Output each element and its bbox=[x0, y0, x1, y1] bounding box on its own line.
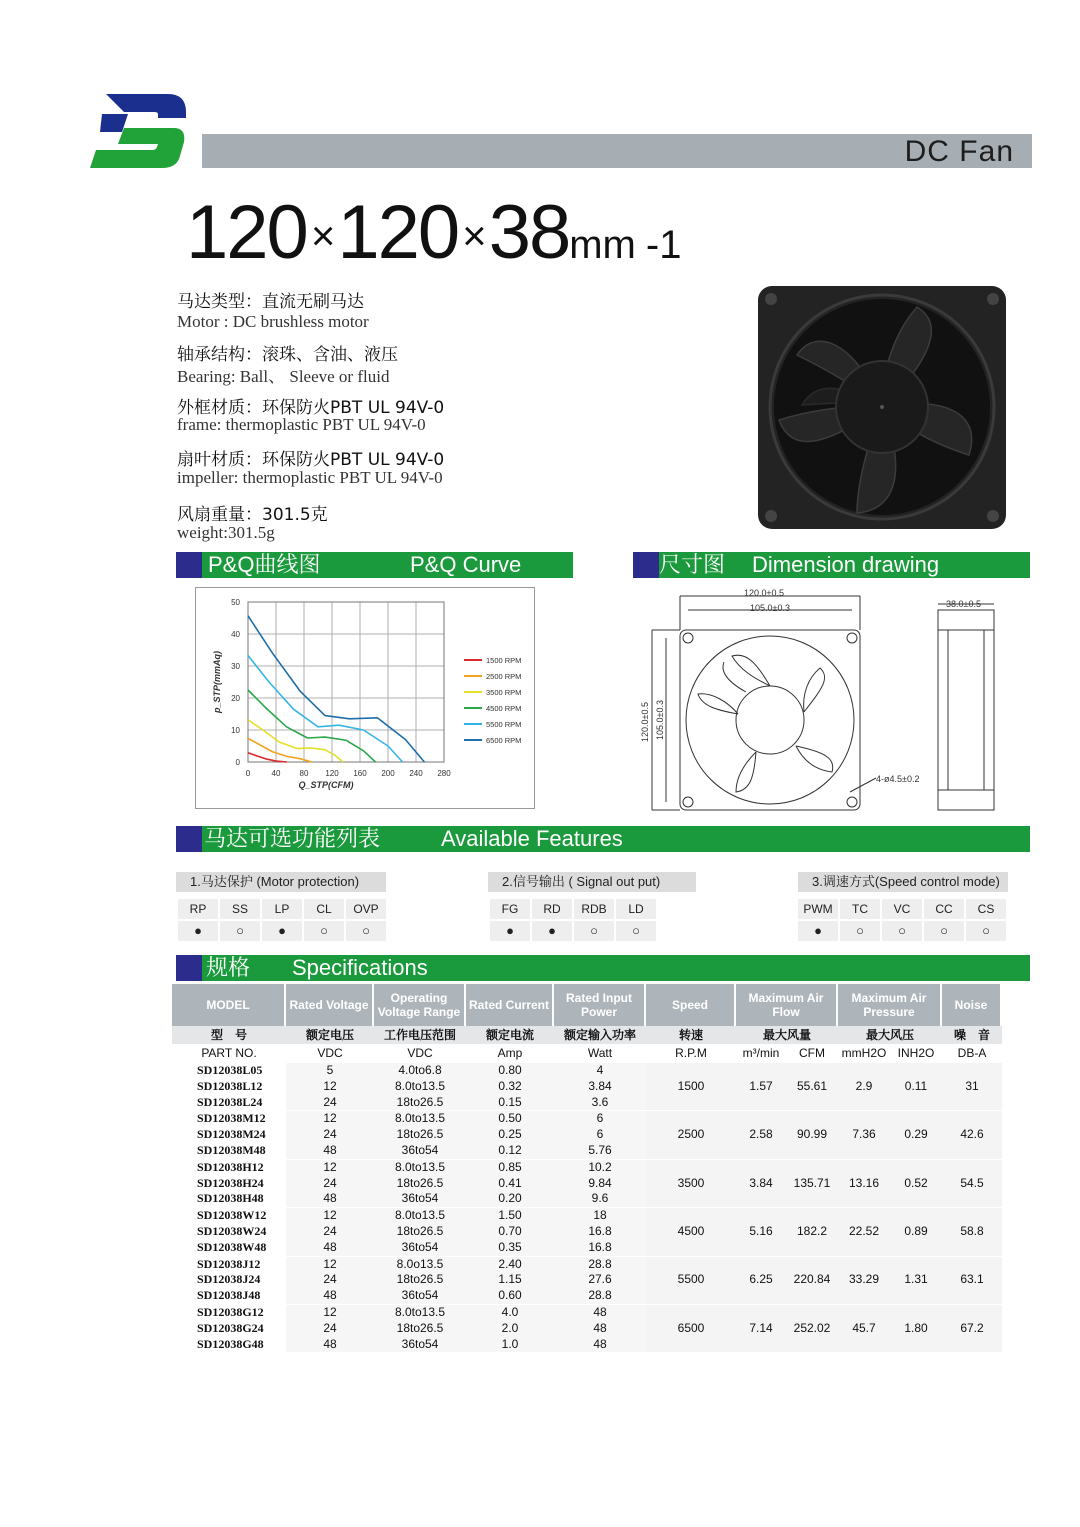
table-row bbox=[172, 1062, 1002, 1079]
feature-label: LD bbox=[616, 899, 656, 919]
legend-label: 4500 RPM bbox=[486, 704, 522, 713]
feature-label: CL bbox=[304, 899, 344, 919]
pq-curve-header bbox=[176, 552, 573, 578]
title-width: 120 bbox=[186, 190, 307, 275]
y-tick-label: 10 bbox=[231, 726, 240, 735]
table-cell: 0.60 bbox=[466, 1288, 554, 1304]
x-tick-label: 240 bbox=[409, 769, 423, 778]
table-cell: 18to26.5 bbox=[374, 1127, 466, 1143]
y-tick-label: 40 bbox=[231, 630, 240, 639]
table-cell: 6 bbox=[554, 1110, 646, 1127]
cn-header: 工作电压范围 bbox=[374, 1026, 466, 1044]
group-cell: 45.7 bbox=[838, 1304, 890, 1352]
table-cell: 24 bbox=[286, 1095, 374, 1111]
group-cell: 13.16 bbox=[838, 1159, 890, 1207]
feature-label: SS bbox=[220, 899, 260, 919]
feature-label: RDB bbox=[574, 899, 614, 919]
table-cell: 0.70 bbox=[466, 1224, 554, 1240]
feature-group-title: 2.信号输出 ( Signal out put) bbox=[488, 872, 696, 892]
x-tick-label: 80 bbox=[299, 769, 309, 778]
x-tick-label: 120 bbox=[325, 769, 339, 778]
group-cell: 6.25 bbox=[736, 1256, 786, 1304]
model-cell: SD12038G48 bbox=[172, 1337, 286, 1353]
table-cell: 18to26.5 bbox=[374, 1272, 466, 1288]
column-header: MODEL bbox=[172, 984, 286, 1026]
group-cell: 0.52 bbox=[890, 1159, 942, 1207]
table-cell: 24 bbox=[286, 1127, 374, 1143]
column-header: Noise bbox=[942, 984, 1002, 1026]
group-cell: 2.58 bbox=[736, 1110, 786, 1158]
group-cell: 31 bbox=[942, 1062, 1002, 1110]
spec-motor-cn: 马达类型：直流无刷马达 bbox=[177, 292, 364, 312]
table-cell: 36to54 bbox=[374, 1143, 466, 1159]
feature-mark: ○ bbox=[616, 921, 656, 941]
feature-mark: ● bbox=[532, 921, 572, 941]
feature-label: RP bbox=[178, 899, 218, 919]
group-cell: 3.84 bbox=[736, 1159, 786, 1207]
dim-depth: 38.0±0.5 bbox=[946, 599, 981, 609]
specifications-header bbox=[176, 955, 1030, 981]
group-cell: 5.16 bbox=[736, 1207, 786, 1255]
feature-grid bbox=[798, 892, 1008, 952]
table-cell: 48 bbox=[554, 1321, 646, 1337]
table-cell: 1.15 bbox=[466, 1272, 554, 1288]
legend-label: 1500 RPM bbox=[486, 656, 522, 665]
group-cell: 1.31 bbox=[890, 1256, 942, 1304]
table-cell: 2.40 bbox=[466, 1256, 554, 1273]
header-bar bbox=[202, 134, 1032, 168]
times-sign: × bbox=[462, 212, 485, 259]
table-cell: 2.0 bbox=[466, 1321, 554, 1337]
model-title bbox=[186, 188, 681, 290]
feature-label: OVP bbox=[346, 899, 386, 919]
cn-header: 噪 音 bbox=[942, 1026, 1002, 1044]
pq-chart bbox=[195, 587, 535, 809]
model-cell: SD12038G24 bbox=[172, 1321, 286, 1337]
table-cell: 3.84 bbox=[554, 1079, 646, 1095]
table-cell: 48 bbox=[554, 1337, 646, 1353]
table-cell: 5 bbox=[286, 1062, 374, 1079]
table-cell: 12 bbox=[286, 1256, 374, 1273]
plot-frame bbox=[248, 602, 444, 762]
cn-header: 额定电流 bbox=[466, 1026, 554, 1044]
fan-product-photo bbox=[757, 285, 1007, 530]
column-header: Rated Input Power bbox=[554, 984, 646, 1026]
feature-mark: ○ bbox=[924, 921, 964, 941]
table-header-row bbox=[172, 984, 1002, 1026]
table-cell: 0.25 bbox=[466, 1127, 554, 1143]
model-cell: SD12038H48 bbox=[172, 1191, 286, 1207]
spec-bearing-cn: 轴承结构：滚珠、含油、液压 bbox=[177, 345, 398, 365]
table-cell: 48 bbox=[286, 1337, 374, 1353]
table-cell: 36to54 bbox=[374, 1240, 466, 1256]
feature-group-title: 1.马达保护 (Motor protection) bbox=[176, 872, 386, 892]
group-cell: 1.57 bbox=[736, 1062, 786, 1110]
model-cell: SD12038H24 bbox=[172, 1176, 286, 1192]
table-cell: 0.32 bbox=[466, 1079, 554, 1095]
column-header: Maximum Air Pressure bbox=[838, 984, 942, 1026]
table-cell: 8.0to13.5 bbox=[374, 1159, 466, 1176]
table-cell: 36to54 bbox=[374, 1337, 466, 1353]
table-cell: 24 bbox=[286, 1272, 374, 1288]
group-cell: 7.36 bbox=[838, 1110, 890, 1158]
group-cell: 0.11 bbox=[890, 1062, 942, 1110]
dim-width-inner: 105.0±0.3 bbox=[750, 603, 790, 613]
group-cell: 2500 bbox=[646, 1110, 736, 1158]
table-cell: 48 bbox=[286, 1143, 374, 1159]
table-cell: 1.0 bbox=[466, 1337, 554, 1353]
group-cell: 135.71 bbox=[786, 1159, 838, 1207]
unit-cell: m³/min bbox=[742, 1046, 780, 1060]
column-header: Maximum Air Flow bbox=[736, 984, 838, 1026]
group-cell: 22.52 bbox=[838, 1207, 890, 1255]
title-height: 120 bbox=[337, 190, 459, 275]
table-cell: 0.20 bbox=[466, 1191, 554, 1207]
feature-mark: ● bbox=[490, 921, 530, 941]
title-depth: 38 bbox=[488, 190, 570, 275]
feature-mark: ○ bbox=[346, 921, 386, 941]
table-unit-row bbox=[172, 1044, 1002, 1062]
spec-bearing-en: Bearing: Ball、 Sleeve or fluid bbox=[177, 367, 390, 386]
y-tick-label: 50 bbox=[231, 598, 240, 607]
dim-width-outer: 120.0±0.5 bbox=[744, 588, 784, 598]
spec-frame-cn: 外框材质：环保防火PBT UL 94V-0 bbox=[177, 398, 445, 418]
table-cell: 48 bbox=[286, 1240, 374, 1256]
table-row bbox=[172, 1110, 1002, 1127]
group-cell: 3500 bbox=[646, 1159, 736, 1207]
column-header: Operating Voltage Range bbox=[374, 984, 466, 1026]
title-unit: mm bbox=[569, 223, 636, 267]
table-cell: 8.0o13.5 bbox=[374, 1256, 466, 1273]
table-cell: 8.0to13.5 bbox=[374, 1304, 466, 1321]
series-line bbox=[248, 690, 376, 762]
x-axis-label: Q_STP(CFM) bbox=[298, 780, 354, 790]
model-cell: SD12038L12 bbox=[172, 1079, 286, 1095]
feature-mark: ○ bbox=[966, 921, 1006, 941]
feature-mark: ○ bbox=[574, 921, 614, 941]
group-cell: 67.2 bbox=[942, 1304, 1002, 1352]
column-header: Rated Voltage bbox=[286, 984, 374, 1026]
table-cell: 48 bbox=[286, 1288, 374, 1304]
feature-label: FG bbox=[490, 899, 530, 919]
pq-title-en: P&Q Curve bbox=[410, 552, 522, 577]
column-header: Speed bbox=[646, 984, 736, 1026]
model-cell: SD12038J12 bbox=[172, 1256, 286, 1273]
specifications-title-en: Specifications bbox=[292, 955, 428, 980]
unit-cell: mmH2O bbox=[841, 1046, 887, 1060]
pq-title-cn: P&Q曲线图 bbox=[208, 552, 321, 577]
group-cell: 1.80 bbox=[890, 1304, 942, 1352]
model-cell: SD12038M12 bbox=[172, 1110, 286, 1127]
table-row bbox=[172, 1256, 1002, 1273]
group-cell: 6500 bbox=[646, 1304, 736, 1352]
table-cell: 8.0to13.5 bbox=[374, 1079, 466, 1095]
unit-cell: Watt bbox=[587, 1046, 613, 1060]
group-cell: 7.14 bbox=[736, 1304, 786, 1352]
x-tick-label: 200 bbox=[381, 769, 395, 778]
table-row bbox=[172, 1304, 1002, 1321]
dim-height-outer: 120.0±0.5 bbox=[640, 702, 650, 742]
spec-motor-en: Motor : DC brushless motor bbox=[177, 312, 369, 331]
legend-label: 6500 RPM bbox=[486, 736, 522, 745]
table-cell: 1.50 bbox=[466, 1207, 554, 1224]
feature-mark: ● bbox=[262, 921, 302, 941]
table-row bbox=[172, 1159, 1002, 1176]
times-sign: × bbox=[310, 212, 334, 259]
cn-header: 额定输入功率 bbox=[554, 1026, 646, 1044]
specifications-title-cn: 规格 bbox=[206, 955, 251, 980]
model-cell: SD12038M24 bbox=[172, 1127, 286, 1143]
table-cell: 4.0 bbox=[466, 1304, 554, 1321]
model-cell: SD12038W48 bbox=[172, 1240, 286, 1256]
feature-mark: ● bbox=[178, 921, 218, 941]
table-cell: 0.85 bbox=[466, 1159, 554, 1176]
feature-label: VC bbox=[882, 899, 922, 919]
table-cell: 24 bbox=[286, 1321, 374, 1337]
table-cell: 3.6 bbox=[554, 1095, 646, 1111]
group-cell: 54.5 bbox=[942, 1159, 1002, 1207]
feature-group-motor-protection bbox=[176, 872, 386, 952]
table-cell: 9.84 bbox=[554, 1176, 646, 1192]
feature-group-speed-control bbox=[798, 872, 1008, 952]
spec-weight-en: weight:301.5g bbox=[177, 523, 275, 542]
table-cell: 0.12 bbox=[466, 1143, 554, 1159]
feature-label: RD bbox=[532, 899, 572, 919]
series-line bbox=[248, 655, 403, 762]
group-cell: 33.29 bbox=[838, 1256, 890, 1304]
table-cell: 18to26.5 bbox=[374, 1321, 466, 1337]
features-title-cn: 马达可选功能列表 bbox=[204, 826, 381, 851]
feature-mark: ○ bbox=[840, 921, 880, 941]
feature-mark: ○ bbox=[220, 921, 260, 941]
x-tick-label: 0 bbox=[245, 769, 251, 778]
group-cell: 58.8 bbox=[942, 1207, 1002, 1255]
model-cell: SD12038L05 bbox=[172, 1062, 286, 1079]
group-cell: 63.1 bbox=[942, 1256, 1002, 1304]
unit-cell: R.P.M bbox=[675, 1046, 707, 1060]
specifications-table-body bbox=[172, 1062, 1002, 1352]
cn-header: 型 号 bbox=[172, 1026, 286, 1044]
unit-cell: VDC bbox=[317, 1046, 343, 1060]
dimension-header bbox=[633, 552, 1030, 578]
legend-label: 2500 RPM bbox=[486, 672, 522, 681]
model-cell: SD12038J24 bbox=[172, 1272, 286, 1288]
dimension-drawing bbox=[636, 582, 1008, 812]
feature-group-title: 3.调速方式(Speed control mode) bbox=[798, 872, 1008, 892]
group-cell: 90.99 bbox=[786, 1110, 838, 1158]
table-cell: 0.35 bbox=[466, 1240, 554, 1256]
table-cell: 8.0to13.5 bbox=[374, 1207, 466, 1224]
specifications-table bbox=[172, 984, 1002, 1352]
group-cell: 5500 bbox=[646, 1256, 736, 1304]
model-cell: SD12038J48 bbox=[172, 1288, 286, 1304]
column-header: Rated Current bbox=[466, 984, 554, 1026]
x-tick-label: 280 bbox=[437, 769, 451, 778]
group-cell: 252.02 bbox=[786, 1304, 838, 1352]
table-cell: 28.8 bbox=[554, 1256, 646, 1273]
model-cell: SD12038G12 bbox=[172, 1304, 286, 1321]
y-tick-label: 20 bbox=[231, 694, 240, 703]
table-cell: 4.0to6.8 bbox=[374, 1062, 466, 1079]
feature-label: CS bbox=[966, 899, 1006, 919]
title-suffix: -1 bbox=[645, 223, 682, 267]
y-axis-label: p_STP(mmAq) bbox=[212, 650, 222, 714]
feature-mark: ○ bbox=[882, 921, 922, 941]
table-cell: 27.6 bbox=[554, 1272, 646, 1288]
product-category-label: DC Fan bbox=[904, 135, 1014, 168]
unit-cell: DB-A bbox=[957, 1046, 987, 1060]
table-cn-header-row bbox=[172, 1026, 1002, 1044]
unit-cell: Amp bbox=[497, 1046, 523, 1060]
model-cell: SD12038W12 bbox=[172, 1207, 286, 1224]
table-cell: 36to54 bbox=[374, 1191, 466, 1207]
table-cell: 36to54 bbox=[374, 1288, 466, 1304]
table-cell: 5.76 bbox=[554, 1143, 646, 1159]
table-cell: 48 bbox=[286, 1191, 374, 1207]
unit-cell: INH2O bbox=[897, 1046, 935, 1060]
table-cell: 0.50 bbox=[466, 1110, 554, 1127]
feature-label: LP bbox=[262, 899, 302, 919]
model-cell: SD12038L24 bbox=[172, 1095, 286, 1111]
x-tick-label: 40 bbox=[271, 769, 281, 778]
y-tick-label: 30 bbox=[231, 662, 240, 671]
feature-grid bbox=[488, 892, 696, 952]
feature-label: TC bbox=[840, 899, 880, 919]
table-cell: 0.80 bbox=[466, 1062, 554, 1079]
features-header bbox=[176, 826, 1030, 852]
feature-mark: ● bbox=[798, 921, 838, 941]
feature-grid bbox=[176, 892, 386, 952]
cn-header: 转速 bbox=[646, 1026, 736, 1044]
model-cell: SD12038H12 bbox=[172, 1159, 286, 1176]
group-cell: 0.29 bbox=[890, 1110, 942, 1158]
dim-height-inner: 105.0±0.3 bbox=[655, 700, 665, 740]
table-cell: 12 bbox=[286, 1207, 374, 1224]
feature-group-signal-output bbox=[488, 872, 696, 952]
table-cell: 16.8 bbox=[554, 1240, 646, 1256]
feature-label: PWM bbox=[798, 899, 838, 919]
table-cell: 10.2 bbox=[554, 1159, 646, 1176]
table-cell: 24 bbox=[286, 1176, 374, 1192]
group-cell: 2.9 bbox=[838, 1062, 890, 1110]
y-tick-label: 0 bbox=[235, 758, 240, 767]
model-cell: SD12038M48 bbox=[172, 1143, 286, 1159]
table-cell: 16.8 bbox=[554, 1224, 646, 1240]
unit-cell: CFM bbox=[799, 1046, 825, 1060]
table-cell: 18to26.5 bbox=[374, 1095, 466, 1111]
legend-label: 5500 RPM bbox=[486, 720, 522, 729]
table-cell: 18 bbox=[554, 1207, 646, 1224]
spec-frame-en: frame: thermoplastic PBT UL 94V-0 bbox=[177, 415, 426, 434]
group-cell: 182.2 bbox=[786, 1207, 838, 1255]
table-cell: 12 bbox=[286, 1079, 374, 1095]
cn-header: 最大风压 bbox=[838, 1026, 942, 1044]
pq-chart-svg bbox=[196, 588, 534, 808]
table-cell: 28.8 bbox=[554, 1288, 646, 1304]
table-cell: 48 bbox=[554, 1304, 646, 1321]
spec-impeller-en: impeller: thermoplastic PBT UL 94V-0 bbox=[177, 468, 443, 487]
unit-cell: PART NO. bbox=[201, 1046, 257, 1060]
company-logo bbox=[88, 92, 188, 172]
table-cell: 24 bbox=[286, 1224, 374, 1240]
table-cell: 0.15 bbox=[466, 1095, 554, 1111]
group-cell: 55.61 bbox=[786, 1062, 838, 1110]
group-cell: 0.89 bbox=[890, 1207, 942, 1255]
group-cell: 1500 bbox=[646, 1062, 736, 1110]
table-cell: 18to26.5 bbox=[374, 1176, 466, 1192]
spec-impeller-cn: 扇叶材质：环保防火PBT UL 94V-0 bbox=[177, 450, 445, 470]
spec-weight-cn: 风扇重量：301.5克 bbox=[177, 505, 328, 525]
group-cell: 220.84 bbox=[786, 1256, 838, 1304]
table-cell: 18to26.5 bbox=[374, 1224, 466, 1240]
dim-hole: 4-ø4.5±0.2 bbox=[876, 774, 920, 784]
model-cell: SD12038W24 bbox=[172, 1224, 286, 1240]
features-title-en: Available Features bbox=[441, 826, 623, 851]
table-cell: 12 bbox=[286, 1304, 374, 1321]
table-cell: 6 bbox=[554, 1127, 646, 1143]
dimension-title-cn: 尺寸图 bbox=[659, 552, 726, 577]
table-cell: 12 bbox=[286, 1159, 374, 1176]
table-cell: 9.6 bbox=[554, 1191, 646, 1207]
cn-header: 额定电压 bbox=[286, 1026, 374, 1044]
table-cell: 12 bbox=[286, 1110, 374, 1127]
unit-cell: VDC bbox=[407, 1046, 433, 1060]
table-cell: 4 bbox=[554, 1062, 646, 1079]
feature-mark: ○ bbox=[304, 921, 344, 941]
group-cell: 4500 bbox=[646, 1207, 736, 1255]
table-cell: 8.0to13.5 bbox=[374, 1110, 466, 1127]
cn-header: 最大风量 bbox=[736, 1026, 838, 1044]
legend-label: 3500 RPM bbox=[486, 688, 522, 697]
feature-label: CC bbox=[924, 899, 964, 919]
dimension-title-en: Dimension drawing bbox=[752, 552, 940, 577]
table-cell: 0.41 bbox=[466, 1176, 554, 1192]
table-row bbox=[172, 1207, 1002, 1224]
x-tick-label: 160 bbox=[353, 769, 367, 778]
group-cell: 42.6 bbox=[942, 1110, 1002, 1158]
